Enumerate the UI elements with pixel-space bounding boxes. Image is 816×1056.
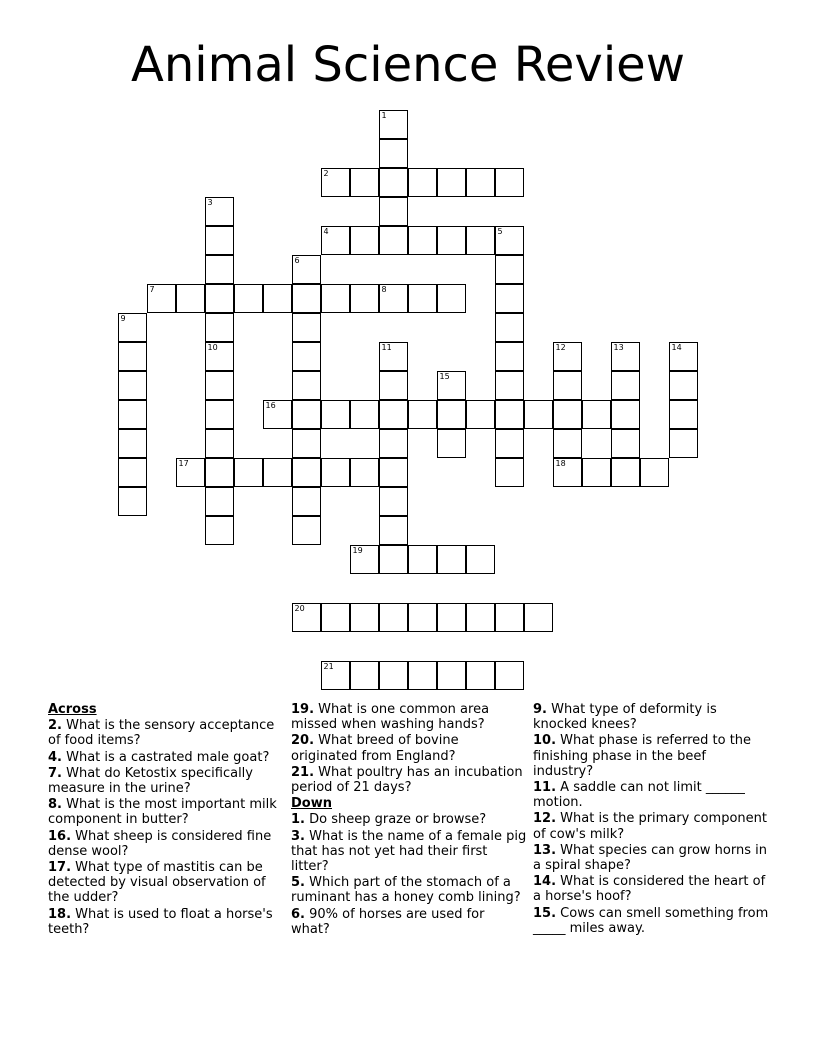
- grid-cell[interactable]: [379, 458, 408, 487]
- clue-number: 14: [671, 343, 682, 352]
- grid-cell[interactable]: [611, 429, 640, 458]
- clue-number: 10: [207, 343, 218, 352]
- clue-down-13: 13. What species can grow horns in a spiral shape?: [533, 842, 767, 874]
- clue-number: 2: [323, 169, 329, 178]
- grid-cell[interactable]: [292, 603, 321, 632]
- grid-cell[interactable]: [292, 255, 321, 284]
- clue-number: 20: [294, 604, 305, 613]
- clue-number: 12: [555, 343, 566, 352]
- grid-cell[interactable]: [495, 168, 524, 197]
- grid-cell[interactable]: [466, 400, 495, 429]
- clue-across-2: 2. What is the sensory acceptance of food items?: [48, 718, 275, 749]
- grid-cell[interactable]: [640, 458, 669, 487]
- grid-cell[interactable]: [292, 371, 321, 400]
- clue-number: 6: [294, 256, 300, 265]
- grid-cell[interactable]: [408, 284, 437, 313]
- clue-across-7: 7. What do Ketostix specifically measure in the urine?: [48, 765, 253, 797]
- grid-cell[interactable]: [553, 371, 582, 400]
- grid-cell[interactable]: [292, 487, 321, 516]
- grid-cell[interactable]: [379, 139, 408, 168]
- grid-cell[interactable]: [205, 429, 234, 458]
- grid-cell[interactable]: [408, 168, 437, 197]
- grid-cell[interactable]: [205, 255, 234, 284]
- grid-cell[interactable]: [379, 197, 408, 226]
- clue-number: 1: [381, 111, 387, 120]
- grid-cell[interactable]: [379, 168, 408, 197]
- grid-cell[interactable]: [611, 400, 640, 429]
- grid-cell[interactable]: [321, 661, 350, 690]
- grid-cell[interactable]: [669, 371, 698, 400]
- grid-cell[interactable]: [437, 603, 466, 632]
- clue-across-20: 20. What breed of bovine originated from England?: [291, 733, 459, 764]
- grid-cell[interactable]: [292, 313, 321, 342]
- grid-cell[interactable]: [553, 429, 582, 458]
- clue-across-4: 4. What is a castrated male goat?: [48, 749, 270, 765]
- grid-cell[interactable]: [553, 342, 582, 371]
- clue-down-5: 5. Which part of the stomach of a ruminant has a honey comb lining?: [291, 875, 521, 906]
- grid-cell[interactable]: [350, 545, 379, 574]
- grid-cell[interactable]: [495, 342, 524, 371]
- grid-cell[interactable]: [263, 458, 292, 487]
- grid-cell[interactable]: [553, 458, 582, 487]
- grid-cell[interactable]: [350, 400, 379, 429]
- grid-cell[interactable]: [408, 661, 437, 690]
- clue-down-15: 15. Cows can smell something from _____ miles away.: [533, 905, 769, 936]
- clues-column-3: [533, 702, 769, 937]
- grid-cell[interactable]: [321, 458, 350, 487]
- grid-cell[interactable]: [466, 168, 495, 197]
- grid-cell[interactable]: [118, 487, 147, 516]
- grid-cell[interactable]: [437, 400, 466, 429]
- clue-down-3: 3. What is the name of a female pig that has not yet had their first litter?: [291, 828, 527, 875]
- grid-cell[interactable]: [379, 661, 408, 690]
- grid-cell[interactable]: [669, 342, 698, 371]
- grid-cell[interactable]: [408, 226, 437, 255]
- grid-cell[interactable]: [350, 168, 379, 197]
- clue-across-8: 8. What is the most important milk component in butter?: [48, 797, 277, 828]
- grid-cell[interactable]: [292, 400, 321, 429]
- grid-cell[interactable]: [379, 516, 408, 545]
- grid-cell[interactable]: [292, 342, 321, 371]
- grid-cell[interactable]: [205, 342, 234, 371]
- grid-cell[interactable]: [321, 168, 350, 197]
- grid-cell[interactable]: [495, 400, 524, 429]
- grid-cell[interactable]: [437, 429, 466, 458]
- grid-cell[interactable]: [350, 226, 379, 255]
- grid-cell[interactable]: [379, 110, 408, 139]
- grid-cell[interactable]: [437, 661, 466, 690]
- grid-cell[interactable]: [466, 545, 495, 574]
- grid-cell[interactable]: [292, 284, 321, 313]
- grid-cell[interactable]: [495, 284, 524, 313]
- grid-cell[interactable]: [205, 371, 234, 400]
- grid-cell[interactable]: [582, 400, 611, 429]
- clues-column-1: [48, 702, 284, 938]
- grid-cell[interactable]: [379, 429, 408, 458]
- grid-cell[interactable]: [611, 371, 640, 400]
- grid-cell[interactable]: [495, 429, 524, 458]
- grid-cell[interactable]: [321, 284, 350, 313]
- grid-cell[interactable]: [408, 400, 437, 429]
- grid-cell[interactable]: [118, 458, 147, 487]
- grid-cell[interactable]: [408, 545, 437, 574]
- clue-across-16: 16. What sheep is considered fine dense wool?: [48, 828, 272, 859]
- grid-cell[interactable]: [176, 458, 205, 487]
- grid-cell[interactable]: [205, 458, 234, 487]
- grid-cell[interactable]: [118, 313, 147, 342]
- grid-cell[interactable]: [379, 603, 408, 632]
- grid-cell[interactable]: [379, 400, 408, 429]
- clue-number: 15: [439, 372, 450, 381]
- grid-cell[interactable]: [350, 284, 379, 313]
- grid-cell[interactable]: [205, 516, 234, 545]
- grid-cell[interactable]: [234, 458, 263, 487]
- grid-cell[interactable]: [466, 603, 495, 632]
- grid-cell[interactable]: [495, 226, 524, 255]
- grid-cell[interactable]: [437, 168, 466, 197]
- clue-number: 18: [555, 459, 566, 468]
- clue-number: 16: [265, 401, 276, 410]
- clue-down-11: 11. A saddle can not limit ______ motion.: [533, 780, 745, 811]
- grid-cell[interactable]: [379, 284, 408, 313]
- clue-number: 5: [497, 227, 503, 236]
- grid-cell[interactable]: [350, 661, 379, 690]
- clue-across-19: 19. What is one common area missed when washing hands?: [291, 702, 490, 733]
- clue-down-9: 9. What type of deformity is knocked knees?: [533, 702, 717, 733]
- grid-cell[interactable]: [321, 603, 350, 632]
- clue-across-21: 21. What poultry has an incubation period of 21 days?: [291, 764, 523, 796]
- grid-cell[interactable]: [205, 197, 234, 226]
- clue-number: 7: [149, 285, 155, 294]
- clue-number: 8: [381, 285, 387, 294]
- clue-number: 17: [178, 459, 189, 468]
- clue-number: 21: [323, 662, 334, 671]
- grid-cell[interactable]: [234, 284, 263, 313]
- grid-cell[interactable]: [379, 371, 408, 400]
- grid-cell[interactable]: [553, 400, 582, 429]
- grid-cell[interactable]: [582, 458, 611, 487]
- grid-cell[interactable]: [437, 545, 466, 574]
- clues-column-2: [291, 702, 527, 938]
- grid-cell[interactable]: [321, 400, 350, 429]
- across-heading: Across: [48, 702, 97, 717]
- grid-cell[interactable]: [350, 603, 379, 632]
- grid-cell[interactable]: [263, 284, 292, 313]
- grid-cell[interactable]: [205, 284, 234, 313]
- grid-cell[interactable]: [437, 371, 466, 400]
- clue-number: 4: [323, 227, 329, 236]
- grid-cell[interactable]: [118, 400, 147, 429]
- clue-across-17: 17. What type of mastitis can be detected by visual observation of the udder?: [48, 860, 266, 906]
- clue-number: 11: [381, 343, 392, 352]
- clue-down-12: 12. What is the primary component of cow's milk?: [533, 811, 767, 842]
- grid-cell[interactable]: [408, 603, 437, 632]
- grid-cell[interactable]: [205, 226, 234, 255]
- grid-cell[interactable]: [495, 661, 524, 690]
- grid-cell[interactable]: [379, 342, 408, 371]
- grid-cell[interactable]: [669, 400, 698, 429]
- grid-cell[interactable]: [524, 603, 553, 632]
- grid-cell[interactable]: [118, 342, 147, 371]
- clue-number: 3: [207, 198, 213, 207]
- clue-down-1: 1. Do sheep graze or browse?: [291, 812, 487, 828]
- grid-cell[interactable]: [495, 371, 524, 400]
- grid-cell[interactable]: [176, 284, 205, 313]
- clue-down-14: 14. What is considered the heart of a horse's hoof?: [533, 874, 766, 905]
- page-title: Animal Science Review: [131, 37, 685, 93]
- grid-cell[interactable]: [611, 458, 640, 487]
- grid-cell[interactable]: [292, 429, 321, 458]
- grid-cell[interactable]: [292, 516, 321, 545]
- grid-cell[interactable]: [437, 284, 466, 313]
- grid-cell[interactable]: [437, 226, 466, 255]
- grid-cell[interactable]: [379, 226, 408, 255]
- grid-cell[interactable]: [292, 458, 321, 487]
- grid-cell[interactable]: [611, 342, 640, 371]
- grid-cell[interactable]: [495, 313, 524, 342]
- clue-down-6: 6. 90% of horses are used for what?: [291, 906, 485, 937]
- grid-cell[interactable]: [350, 458, 379, 487]
- grid-cell[interactable]: [379, 487, 408, 516]
- grid-cell[interactable]: [466, 661, 495, 690]
- clue-number: 19: [352, 546, 363, 555]
- grid-cell[interactable]: [205, 400, 234, 429]
- grid-cell[interactable]: [118, 371, 147, 400]
- grid-cell[interactable]: [495, 458, 524, 487]
- grid-cell[interactable]: [379, 545, 408, 574]
- clue-number: 9: [120, 314, 126, 323]
- grid-cell[interactable]: [263, 400, 292, 429]
- clue-number: 13: [613, 343, 624, 352]
- grid-cell[interactable]: [669, 429, 698, 458]
- grid-cell[interactable]: [205, 487, 234, 516]
- clue-across-18: 18. What is used to float a horse's teeth?: [48, 906, 273, 937]
- grid-cell[interactable]: [321, 226, 350, 255]
- grid-cell[interactable]: [495, 603, 524, 632]
- grid-cell[interactable]: [495, 255, 524, 284]
- grid-cell[interactable]: [466, 226, 495, 255]
- down-heading: Down: [291, 796, 332, 812]
- grid-cell[interactable]: [524, 400, 553, 429]
- grid-cell[interactable]: [205, 313, 234, 342]
- grid-cell[interactable]: [147, 284, 176, 313]
- grid-cell[interactable]: [118, 429, 147, 458]
- clue-down-10: 10. What phase is referred to the finishing phase in the beef industry?: [533, 733, 752, 779]
